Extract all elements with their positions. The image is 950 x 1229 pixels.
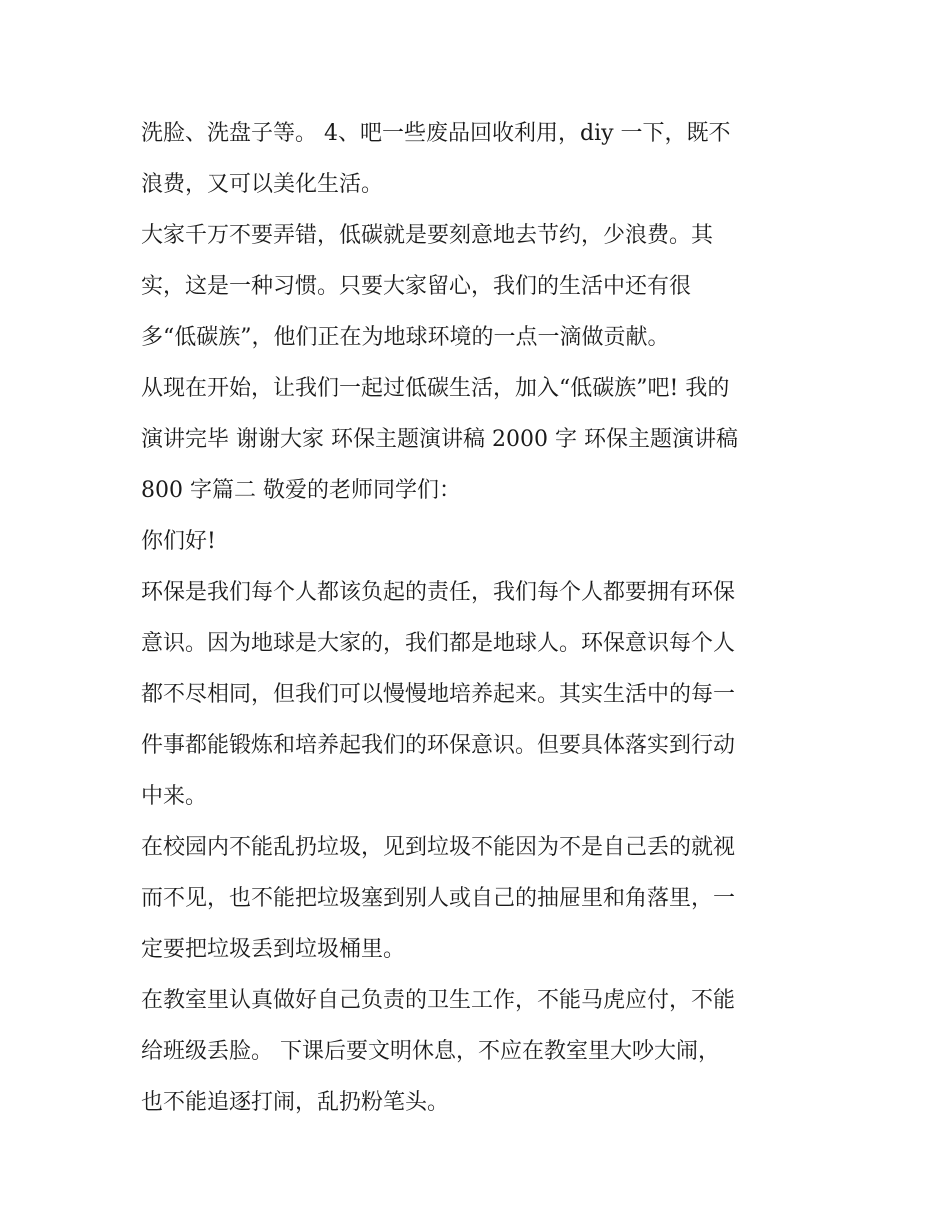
text-line: 演讲完毕 谢谢大家 环保主题演讲稿 2000 字 环保主题演讲稿 [141, 427, 738, 452]
text-line: 给班级丢脸。 下课后要文明休息，不应在教室里大吵大闹， [141, 1039, 720, 1064]
text-line: 在教室里认真做好自己负责的卫生工作，不能马虎应付，不能 [141, 988, 736, 1013]
text-line: 多“低碳族”，他们正在为地球环境的一点一滴做贡献。 [141, 325, 670, 350]
text-line: 在校园内不能乱扔垃圾，见到垃圾不能因为不是自己丢的就视 [141, 835, 736, 860]
text-line: 800 字篇二 敬爱的老师同学们： [141, 478, 461, 503]
text-line: 从现在开始，让我们一起过低碳生活，加入“低碳族”吧! 我的 [141, 376, 730, 401]
text-line: 浪费，又可以美化生活。 [141, 172, 384, 197]
text-line: 而不见，也不能把垃圾塞到别人或自己的抽屉里和角落里，一 [141, 886, 736, 911]
text-line: 都不尽相同，但我们可以慢慢地培养起来。其实生活中的每一 [141, 682, 736, 707]
text-line: 实，这是一种习惯。只要大家留心，我们的生活中还有很 [141, 274, 692, 299]
text-line: 你们好! [141, 529, 216, 554]
text-line: 环保是我们每个人都该负起的责任，我们每个人都要拥有环保 [141, 580, 736, 605]
text-line: 大家千万不要弄错，低碳就是要刻意地去节约，少浪费。其 [141, 223, 714, 248]
document-body [141, 108, 821, 1128]
text-line: 中来。 [141, 784, 208, 809]
text-line: 定要把垃圾丢到垃圾桶里。 [141, 937, 406, 962]
text-line: 也不能追逐打闹，乱扔粉笔头。 [141, 1090, 450, 1115]
text-line: 件事都能锻炼和培养起我们的环保意识。但要具体落实到行动 [141, 733, 736, 758]
text-line: 洗脸、洗盘子等。 4、吧一些废品回收利用，diy 一下，既不 [141, 121, 731, 146]
text-line: 意识。因为地球是大家的，我们都是地球人。环保意识每个人 [141, 631, 736, 656]
